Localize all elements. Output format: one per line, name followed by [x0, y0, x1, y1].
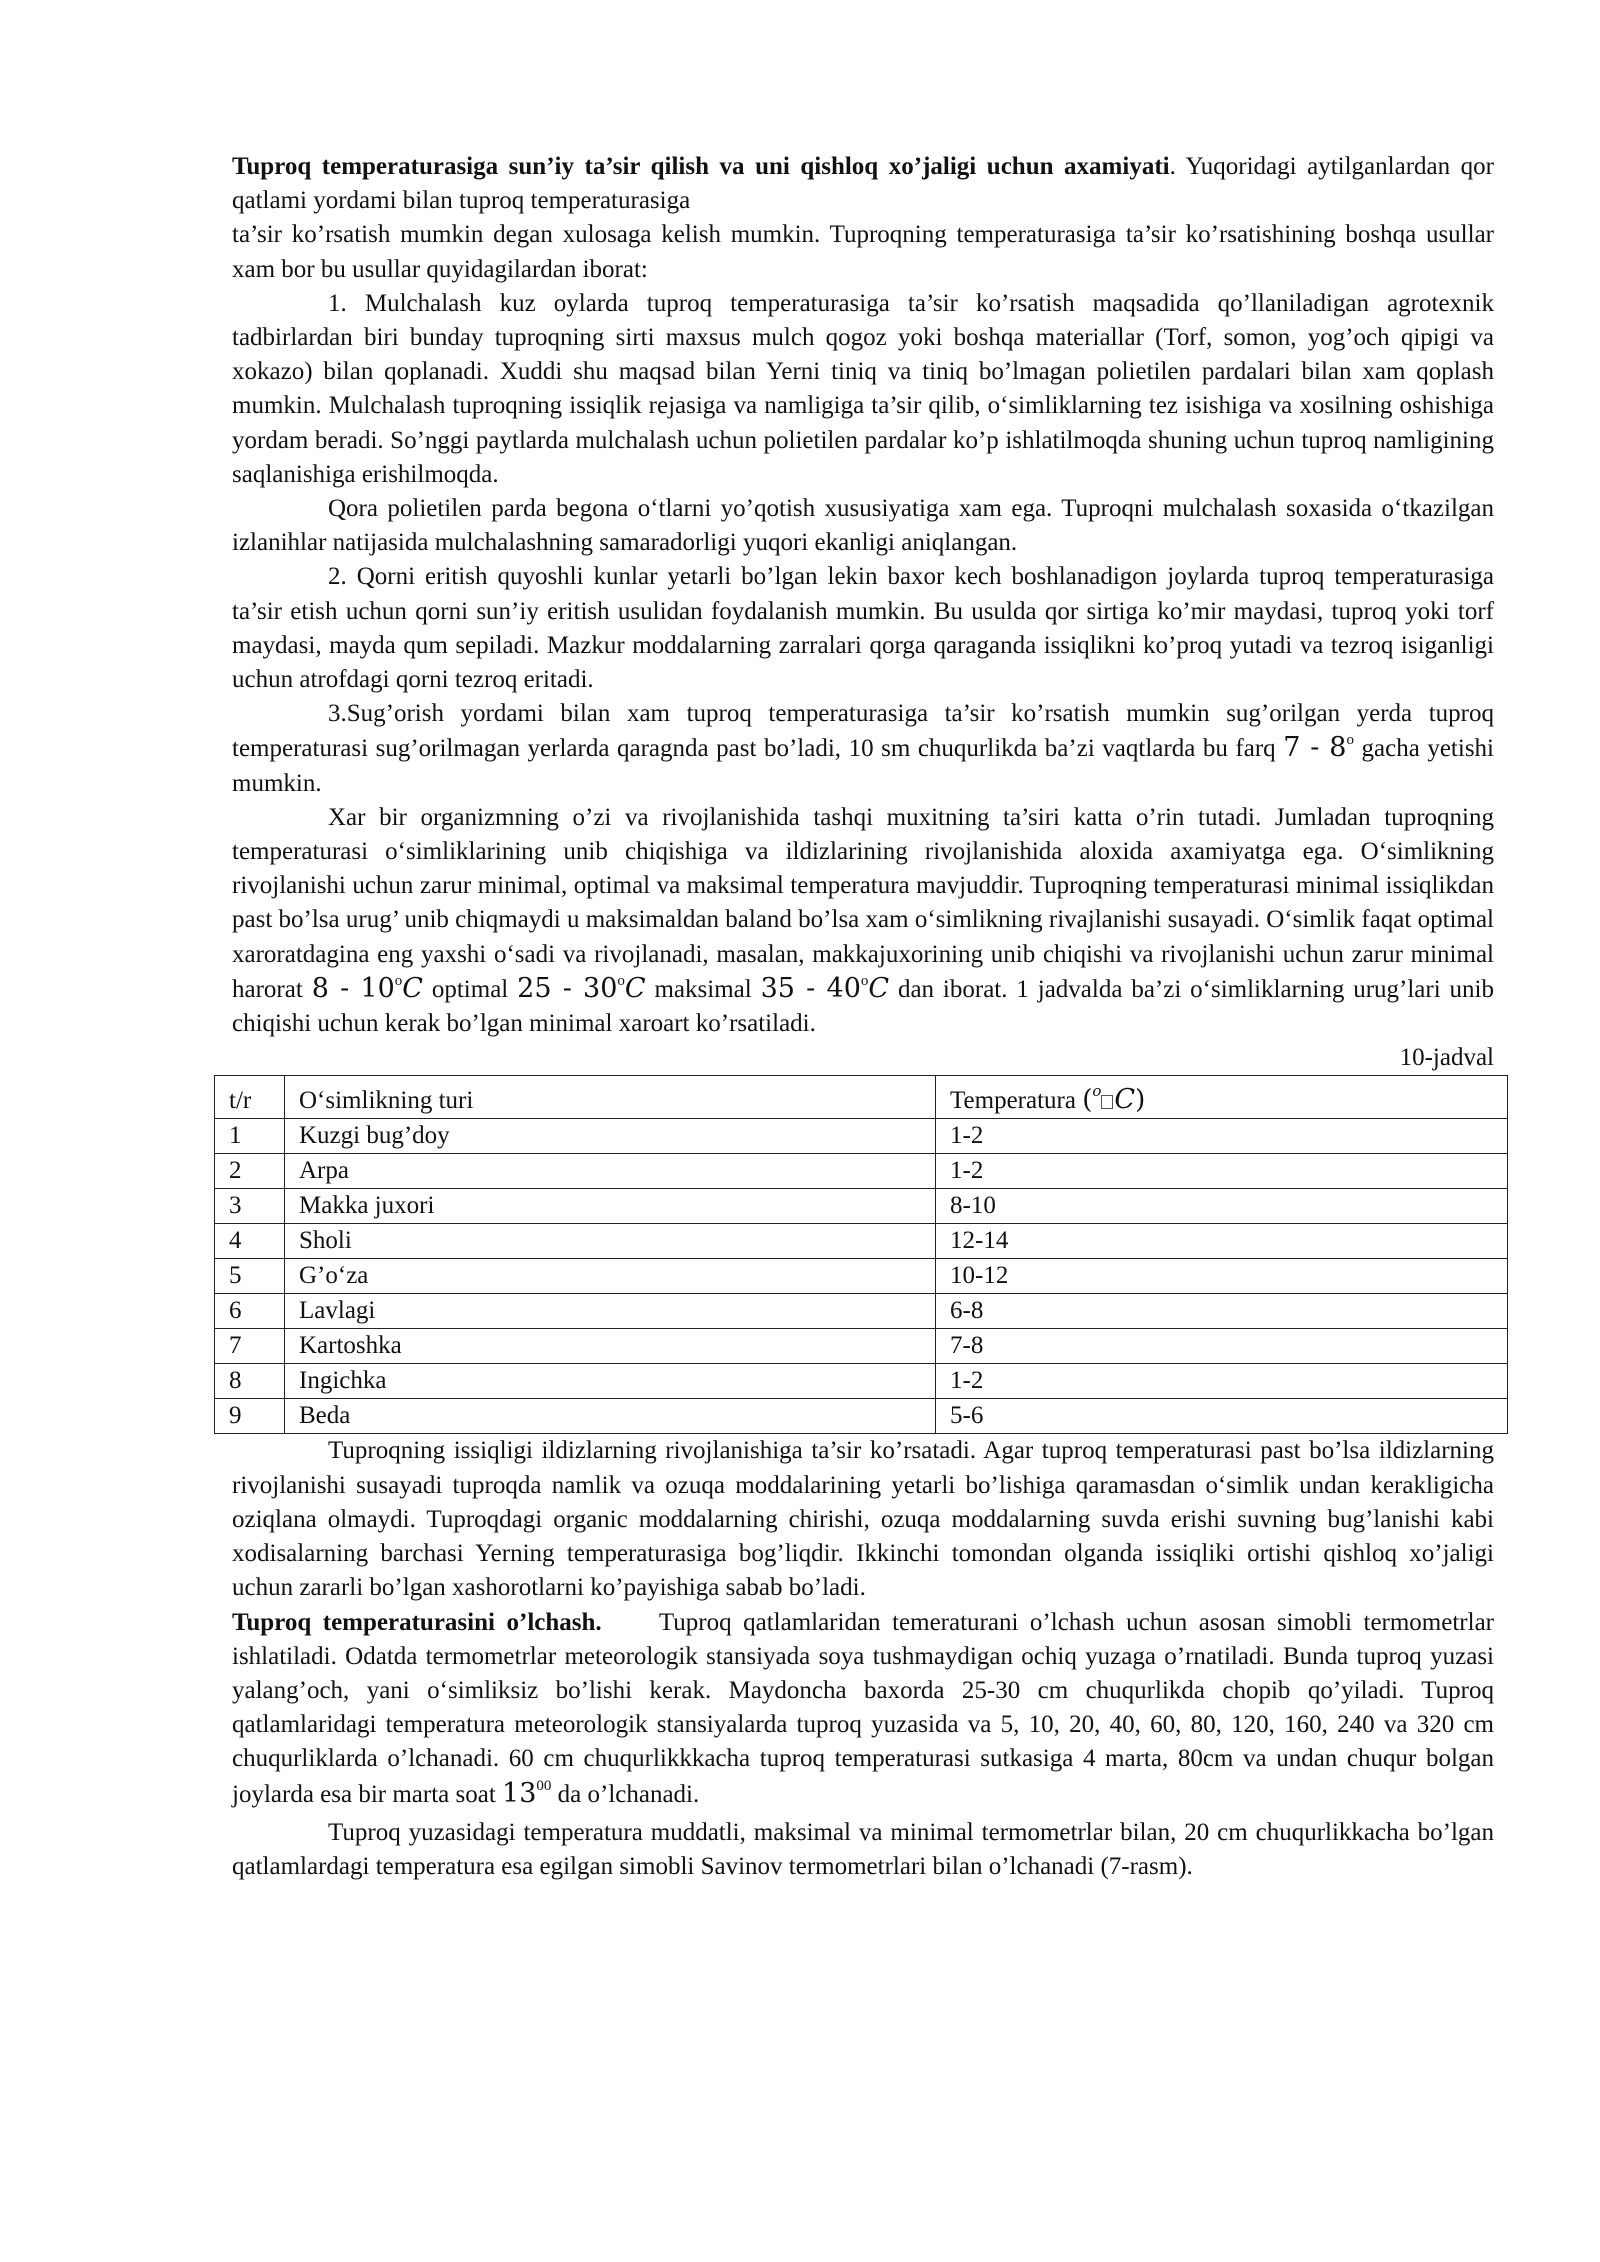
irrigation-degree-sign: o: [1346, 732, 1354, 749]
row-number: 6: [215, 1294, 285, 1329]
row-plant: Lavlagi: [285, 1294, 936, 1329]
header-number: t/r: [215, 1076, 285, 1119]
row-temperature: 12-14: [936, 1224, 1508, 1259]
limits-tail: dan iborat. 1 jadvalda ba’zi o‘simliklarning urug’lari unib chiqishi uchun kerak bo’lgan minimal xaroart ko’rsatiladi.: [232, 975, 1495, 1038]
missing-glyph-box: [1101, 1095, 1113, 1109]
opt-temp-degree: o: [617, 972, 625, 989]
row-number: 8: [215, 1364, 285, 1399]
row-plant: Makka juxori: [285, 1189, 936, 1224]
row-number: 5: [215, 1259, 285, 1294]
row-plant: Kartoshka: [285, 1329, 936, 1364]
section1-title: Tuproq temperaturasiga sun’iy ta’sir qilish va uni qishloq xo’jaligi uchun axamiyati: [232, 153, 1170, 180]
row-temperature: 1-2: [936, 1119, 1508, 1154]
header-unit-c: C: [1114, 1084, 1136, 1116]
table-row: [215, 1329, 1508, 1364]
paragraph-mulching: 1. Mulchalash kuz oylarda tuproq temperaturasiga ta’sir ko’rsatish maqsadida qo’llaniladigan agrotexnik tadbirlardan biri bunday tuproqning sirti maxsus mulch qogoz yoki boshqa materiallar (Torf, somon, yog’och qipigi va xokazo) bilan qoplanadi. Xuddi shu maqsad bilan Yerni tiniq va tiniq bo’lmagan polietilen pardalari bilan xam qoplash mumkin. Mulchalash tuproqning issiqlik rejasiga va namligiga ta’sir qilib, o‘simliklarning tez isishiga va xosilning oshishiga yordam beradi. So’nggi paytlarda mulchalash uchun polietilen pardalar ko’p ishlatilmoqda shuning uchun tuproq namligining saqlanishiga erishilmoqda.: [232, 289, 1494, 488]
opt-temp-value: 25 - 30: [517, 972, 618, 1004]
table-row: [215, 1224, 1508, 1259]
row-number: 2: [215, 1154, 285, 1189]
table-row: [215, 1154, 1508, 1189]
paragraph-surface-thermometers: Tuproq yuzasidagi temperatura muddatli, maksimal va minimal termometrlar bilan, 20 cm chuqurlikkacha bo’lgan qatlamlardagi temperatura esa egilgan simobli Savinov termometrlari bilan o’lchanadi (7-rasm).: [232, 1818, 1494, 1880]
row-number: 3: [215, 1189, 285, 1224]
table-row: [215, 1294, 1508, 1329]
section2-tail: da o’lchanadi.: [557, 1780, 700, 1808]
section2-paragraph: [232, 1606, 1494, 1812]
paragraph-root-heat: Tuproqning issiqligi ildizlarning rivojlanishiga ta’sir ko’rsatadi. Agar tuproq temperaturasi past bo’lsa ildizlarning rivojlanishi susayadi tuproqda namlik va ozuqa moddalarining yetarli bo’lishiga qaramasdan o‘simlik undan kerakligicha oziqlana olmaydi. Tuproqdagi organic moddalarning chirishi, ozuqa moddalarning suvda erishi suvning bug’lanishi kabi xodisalarning barchasi Yerning temperaturasiga bog’liqdir. Ikkinchi tomondan olganda issiqliki ortishi qishloq xo’jaligi uchun zararli bo’lgan xashorotlarni ko’payishiga sabab bo’ladi.: [232, 1437, 1494, 1602]
row-number: 9: [215, 1399, 285, 1434]
optimal-label: optimal: [431, 975, 509, 1003]
row-plant: Beda: [285, 1399, 936, 1434]
maksimal-label: maksimal: [654, 975, 752, 1003]
max-temp-unit: C: [868, 972, 890, 1004]
section1-intro: ta’sir ko’rsatish mumkin degan xulosaga kelish mumkin. Tuproqning temperaturasiga ta’sir ko’rsatishining boshqa usullar xam bor bu usullar quyidagilardan iborat:: [232, 221, 1494, 283]
row-temperature: 1-2: [936, 1154, 1508, 1189]
row-temperature: 10-12: [936, 1259, 1508, 1294]
table-row: [215, 1364, 1508, 1399]
max-temp-value: 35 - 40: [760, 972, 861, 1004]
table-header-row: [215, 1076, 1508, 1119]
row-number: 7: [215, 1329, 285, 1364]
germination-temperature-table: [214, 1075, 1508, 1434]
header-temperature: [936, 1076, 1508, 1119]
irrigation-text: 3.Sug’orish yordami bilan xam tuproq temperaturasiga ta’sir ko’rsatish mumkin sug’orilgan yerda tuproq temperaturasi sug’orilmagan yerlarda qaragnda past bo’ladi, 10 sm chuqurlikda ba’zi vaqtlarda bu farq: [232, 700, 1494, 763]
measurement-time-minutes: 00: [536, 1777, 552, 1794]
section1-title-line: [232, 150, 1494, 218]
row-plant: Kuzgi bug’doy: [285, 1119, 936, 1154]
row-plant: G’o‘za: [285, 1259, 936, 1294]
row-plant: Ingichka: [285, 1364, 936, 1399]
min-temp-degree: o: [394, 972, 403, 989]
row-temperature: 6-8: [936, 1294, 1508, 1329]
paragraph-snow-melting: 2. Qorni eritish quyoshli kunlar yetarli bo’lgan lekin baxor kech boshlanadigon joylarda tuproq temperaturasiga ta’sir etish uchun qorni sun’iy eritish usulidan foydalanish mumkin. Bu usulda qor sirtiga ko’mir maydasi, tuproq yoki torf maydasi, mayda qum sepiladi. Mazkur moddalarning zarralari qorga qaraganda issiqlikni ko’proq yutadi va tezroq isiganligi uchun atrofdagi qorni tezroq eritadi.: [232, 563, 1494, 694]
row-temperature: 1-2: [936, 1364, 1508, 1399]
row-number: 1: [215, 1119, 285, 1154]
table-row: [215, 1259, 1508, 1294]
table-caption: 10-jadval: [1399, 1044, 1494, 1072]
row-temperature: 7-8: [936, 1329, 1508, 1364]
row-plant: Sholi: [285, 1224, 936, 1259]
header-plant-type: O‘simlikning turi: [285, 1076, 936, 1119]
opt-temp-unit: C: [624, 972, 646, 1004]
paragraph-black-film: Qora polietilen parda begona o‘tlarni yo’qotish xususiyatiga xam ega. Tuproqni mulchalash soxasida o‘tkazilgan izlanihlar natijasida mulchalashning samaradorligi yuqori ekanligi aniqlangan.: [232, 495, 1494, 557]
header-unit-degree: o: [1092, 1082, 1102, 1101]
max-temp-degree: o: [860, 972, 869, 989]
header-unit: ($^o$ C): [1082, 1082, 1146, 1116]
min-temp-unit: C: [402, 972, 423, 1004]
section1-title-tail: . Yuqoridagi aytilganlardan qor qatlami yordami bilan tuproq temperaturasiga: [232, 153, 1494, 215]
table-row: [215, 1399, 1508, 1434]
row-plant: Arpa: [285, 1154, 936, 1189]
section2-title: Tuproq temperaturasini o’lchash.: [232, 1608, 602, 1636]
section2-text: Tuproq qatlamlaridan temeraturani o’lchash uchun asosan simobli termometrlar ishlatiladi. Odatda termometrlar meteorologik stansiyada soya tushmaydigan ochiq yuzaga o’rnatiladi. Bunda tuproq yuzasi yalang’och, yani o‘simliksiz bo’lishi kerak. Maydoncha baxorda 25-30 cm chuqurlikda chopib qo’yiladi. Tuproq qatlamlaridagi temperatura meteorologik stansiyalarda tuproq yuzasida va 5, 10, 20, 40, 60, 80, 120, 160, 240 va 320 cm chuqurliklarda o’lchanadi. 60 cm chuqurlikkkacha tuproq temperaturasi sutkasiga 4 marta, 80cm va undan chuqur bolgan joylarda esa bir marta soat: [232, 1608, 1494, 1808]
limits-text: Xar bir organizmning o’zi va rivojlanishida tashqi muxitning ta’siri katta o’rin tutadi. Jumladan tuproqning temperaturasi o‘simliklarining unib chiqishiga va ildizlarining rivojlanishida aloxida axamiyatga ega. O‘simlikning rivojlanishi uchun zarur minimal, optimal va maksimal temperatura mavjuddir. Tuproqning temperaturasi minimal issiqlikdan past bo’lsa urug’ unib chiqmaydi u maksimaldan baland bo’lsa xam o‘simlikning rivajlanishi susayadi. O‘simlik faqat optimal xaroratdagina eng yaxshi o‘sadi va rivojlanadi, masalan, makkajuxorining unib chiqishi va rivojlanishi uchun zarur minimal harorat: [232, 803, 1494, 1003]
row-number: 4: [215, 1224, 285, 1259]
row-temperature: 8-10: [936, 1189, 1508, 1224]
paragraph-temperature-limits: [232, 801, 1494, 1041]
irrigation-tail: gacha yetishi mumkin.: [232, 735, 1494, 797]
paragraph-irrigation: [232, 697, 1494, 801]
row-temperature: 5-6: [936, 1399, 1508, 1434]
document-page: [229, 150, 1495, 1884]
table-row: [215, 1119, 1508, 1154]
table-row: [215, 1189, 1508, 1224]
measurement-time: 13: [502, 1777, 537, 1809]
header-temperature-label: Temperatura: [950, 1087, 1076, 1115]
irrigation-difference-value: 7 - 8: [1283, 732, 1347, 764]
min-temp-value: 8 - 10: [311, 972, 395, 1004]
